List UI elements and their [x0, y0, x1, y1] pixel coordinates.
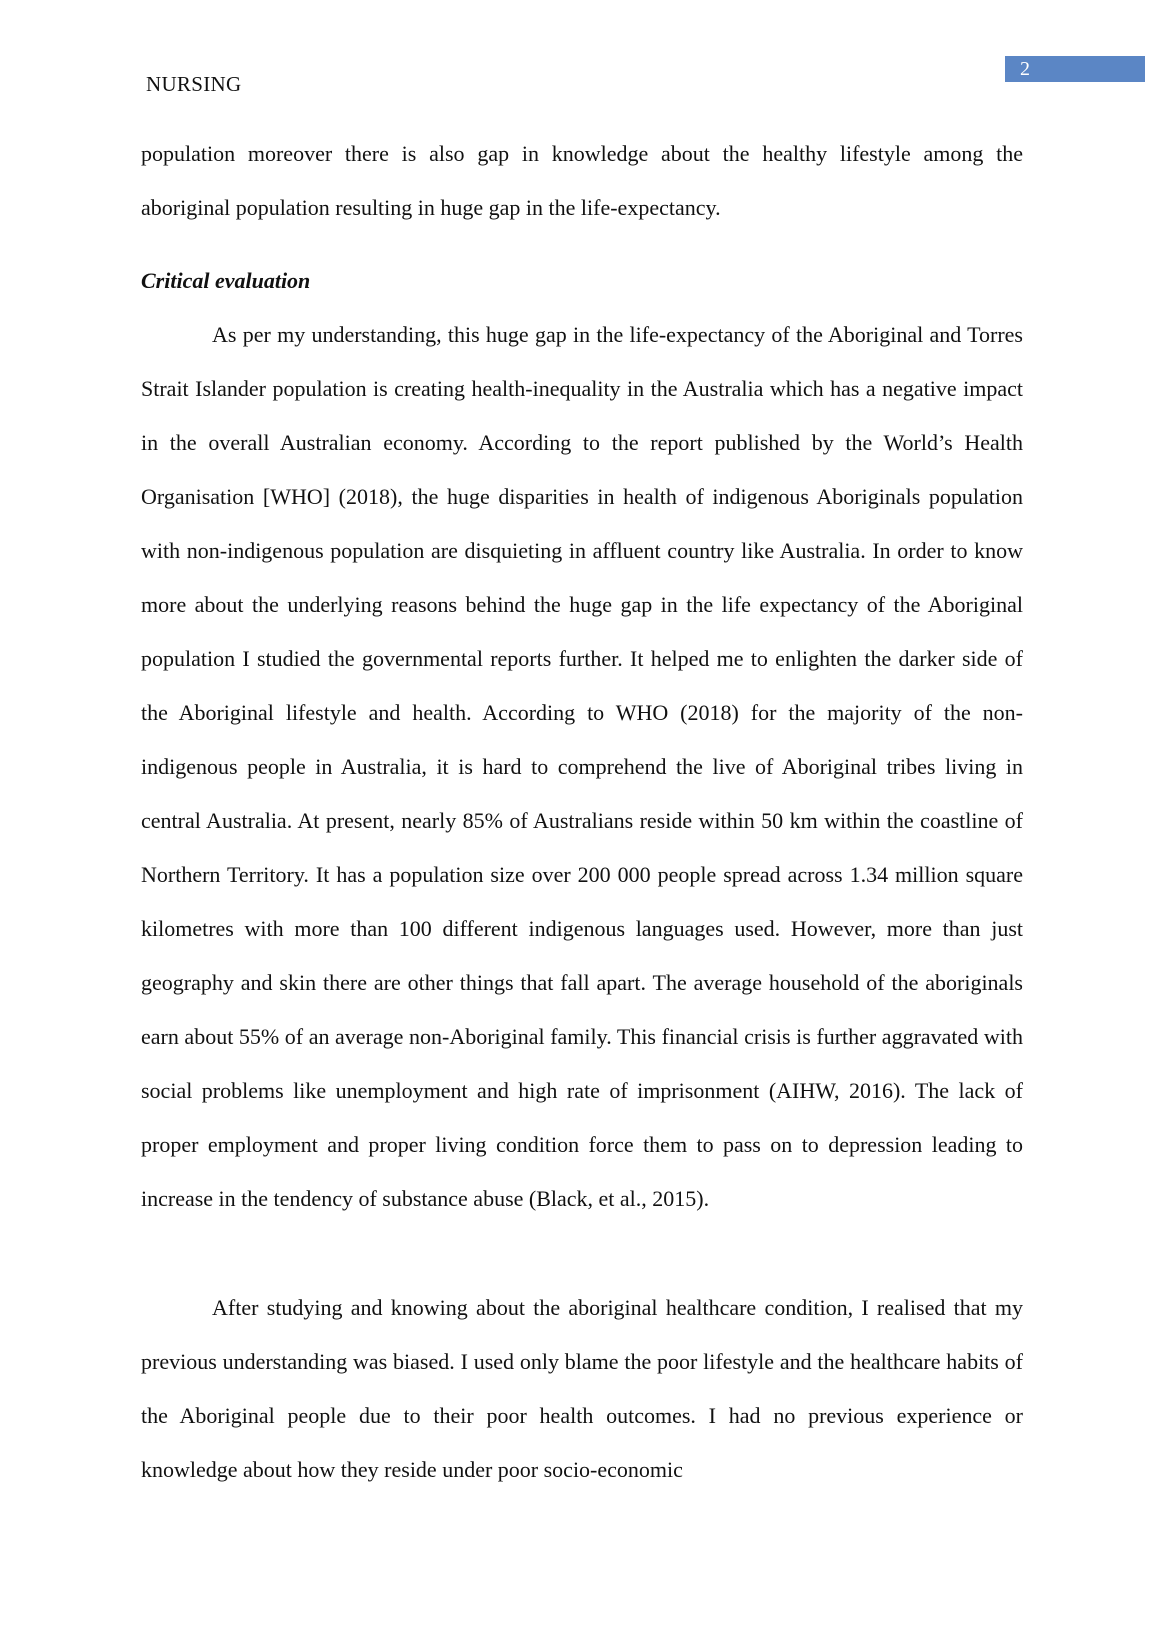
paragraph-reflection: After studying and knowing about the aboriginal healthcare condition, I realised that my previous understanding was biased. I used only blame the poor lifestyle and the healthcare habits of the Aboriginal people due to their poor health outcomes. I had no previous experience or knowledge about how they reside under poor socio-economic — [141, 1295, 1023, 1482]
section-heading: Critical evaluation — [141, 268, 311, 293]
running-head: NURSING — [146, 72, 242, 96]
paragraph-critical-evaluation: As per my understanding, this huge gap in the life-expectancy of the Aboriginal and Torres Strait Islander population is creating health-inequality in the Australia which has a negative impact in the overall Australian economy. According to the report published by the World’s Health Organisation [WHO] (2018), the huge disparities in health of indigenous Aboriginals population with non-indigenous population are disquieting in affluent country like Australia. In order to know more about the underlying reasons behind the huge gap in the life expectancy of the Aboriginal population I studied the governmental reports further. It helped me to enlighten the darker side of the Aboriginal lifestyle and health. According to WHO (2018) for the majority of the non-indigenous people in Australia, it is hard to comprehend the live of Aboriginal tribes living in central Australia. At present, nearly 85% of Australians reside within 50 km within the coastline of Northern Territory. It has a population size over 200 000 people spread across 1.34 million square kilometres with more than 100 different indigenous languages used. However, more than just geography and skin there are other things that fall apart. The average household of the aboriginals earn about 55% of an average non-Aboriginal family. This financial crisis is further aggravated with social problems like unemployment and high rate of imprisonment (AIHW, 2016). The lack of proper employment and proper living condition force them to pass on to depression leading to increase in the tendency of substance abuse (Black, et al., 2015). — [141, 322, 1023, 1211]
page-number: 2 — [1020, 58, 1030, 80]
paragraph-continued: population moreover there is also gap in knowledge about the healthy lifestyle among the aboriginal population resulting in huge gap in the life-expectancy. — [141, 141, 1023, 220]
